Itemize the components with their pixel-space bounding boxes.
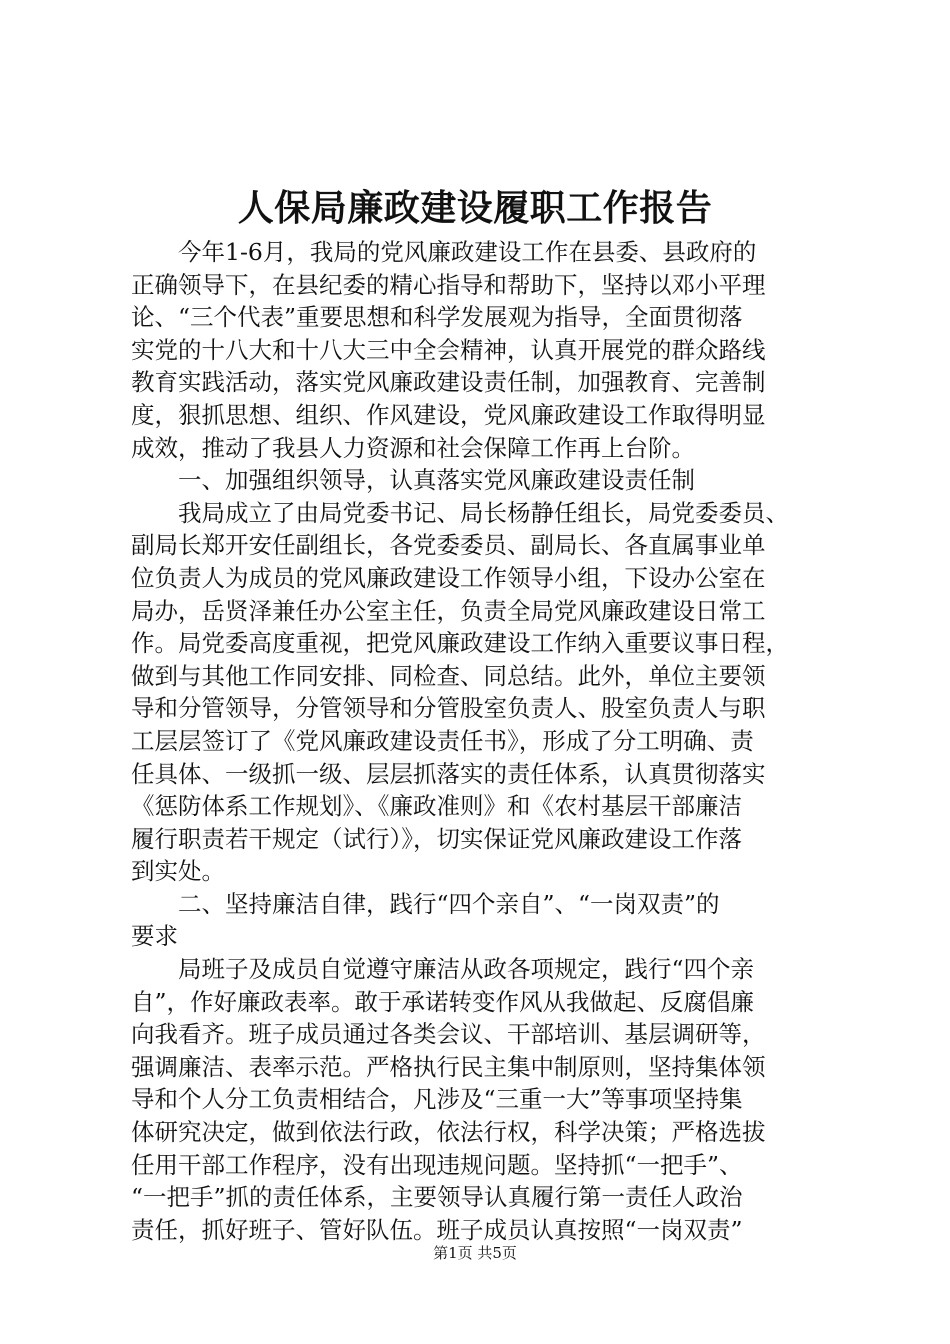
- paragraph-line: 副局长郑开安任副组长，各党委委员、副局长、各直属事业单: [131, 531, 766, 560]
- paragraph-line: 成效，推动了我县人力资源和社会保障工作再上台阶。: [131, 433, 695, 462]
- paragraph-line: 任用干部工作程序，没有出现违规问题。坚持抓“一把手”、: [131, 1150, 743, 1179]
- paragraph-line: 教育实践活动，落实党风廉政建设责任制，加强教育、完善制: [131, 368, 766, 397]
- paragraph-line: 责任，抓好班子、管好队伍。班子成员认真按照“一岗双责”: [131, 1215, 743, 1244]
- paragraph-line: 度，狠抓思想、组织、作风建设，党风廉政建设工作取得明显: [131, 400, 766, 429]
- paragraph-line: 今年1-6月，我局的党风廉政建设工作在县委、县政府的: [178, 238, 757, 266]
- paragraph-line: 向我看齐。班子成员通过各类会议、干部培训、基层调研等，: [131, 1020, 766, 1049]
- paragraph-line: 实党的十八大和十八大三中全会精神，认真开展党的群众路线: [131, 335, 766, 364]
- paragraph-line: 《惩防体系工作规划》、《廉政准则》和《农村基层干部廉洁: [131, 792, 742, 821]
- paragraph-line: 到实处。: [131, 857, 225, 886]
- paragraph-line: 作。局党委高度重视，把党风廉政建设工作纳入重要议事日程，: [131, 629, 789, 658]
- paragraph-line: 体研究决定，做到依法行政，依法行权，科学决策；严格选拔: [131, 1118, 766, 1147]
- paragraph-line: 导和个人分工负责相结合，凡涉及“三重一大”等事项坚持集: [131, 1085, 743, 1114]
- paragraph-line: 强调廉洁、表率示范。严格执行民主集中制原则，坚持集体领: [131, 1052, 766, 1081]
- paragraph-line: 做到与其他工作同安排、同检查、同总结。此外，单位主要领: [131, 661, 766, 690]
- paragraph-line: 任具体、一级抓一级、层层抓落实的责任体系，认真贯彻落实: [131, 759, 766, 788]
- document-title: 人保局廉政建设履职工作报告: [237, 187, 713, 229]
- section-heading-continued: 要求: [131, 922, 178, 951]
- document-body: [131, 236, 831, 1246]
- paragraph-line: 导和分管领导，分管领导和分管股室负责人、股室负责人与职: [131, 694, 766, 723]
- page-footer: 第1页 共5页: [433, 1244, 517, 1262]
- paragraph-line: 位负责人为成员的党风廉政建设工作领导小组，下设办公室在: [131, 563, 766, 592]
- section-heading: 一、加强组织领导，认真落实党风廉政建设责任制: [178, 466, 695, 495]
- paragraph-line: 自”，作好廉政表率。敢于承诺转变作风从我做起、反腐倡廉: [131, 987, 755, 1016]
- paragraph-line: 论、“三个代表”重要思想和科学发展观为指导，全面贯彻落: [131, 303, 743, 332]
- paragraph-line: 正确领导下，在县纪委的精心指导和帮助下，坚持以邓小平理: [131, 270, 766, 299]
- paragraph-line: 局办，岳贤泽兼任办公室主任，负责全局党风廉政建设日常工: [131, 596, 766, 625]
- paragraph-line: 我局成立了由局党委书记、局长杨静任组长，局党委委员、: [178, 498, 789, 527]
- paragraph-line: 履行职责若干规定（试行）》，切实保证党风廉政建设工作落: [131, 824, 742, 853]
- section-heading: 二、坚持廉洁自律，践行“四个亲自”、“一岗双责”的: [178, 889, 720, 918]
- paragraph-line: 局班子及成员自觉遵守廉洁从政各项规定，践行“四个亲: [178, 955, 755, 984]
- paragraph-line: 工层层签订了《党风廉政建设责任书》，形成了分工明确、责: [131, 726, 754, 755]
- paragraph-line: “一把手”抓的责任体系，主要领导认真履行第一责任人政治: [131, 1183, 743, 1212]
